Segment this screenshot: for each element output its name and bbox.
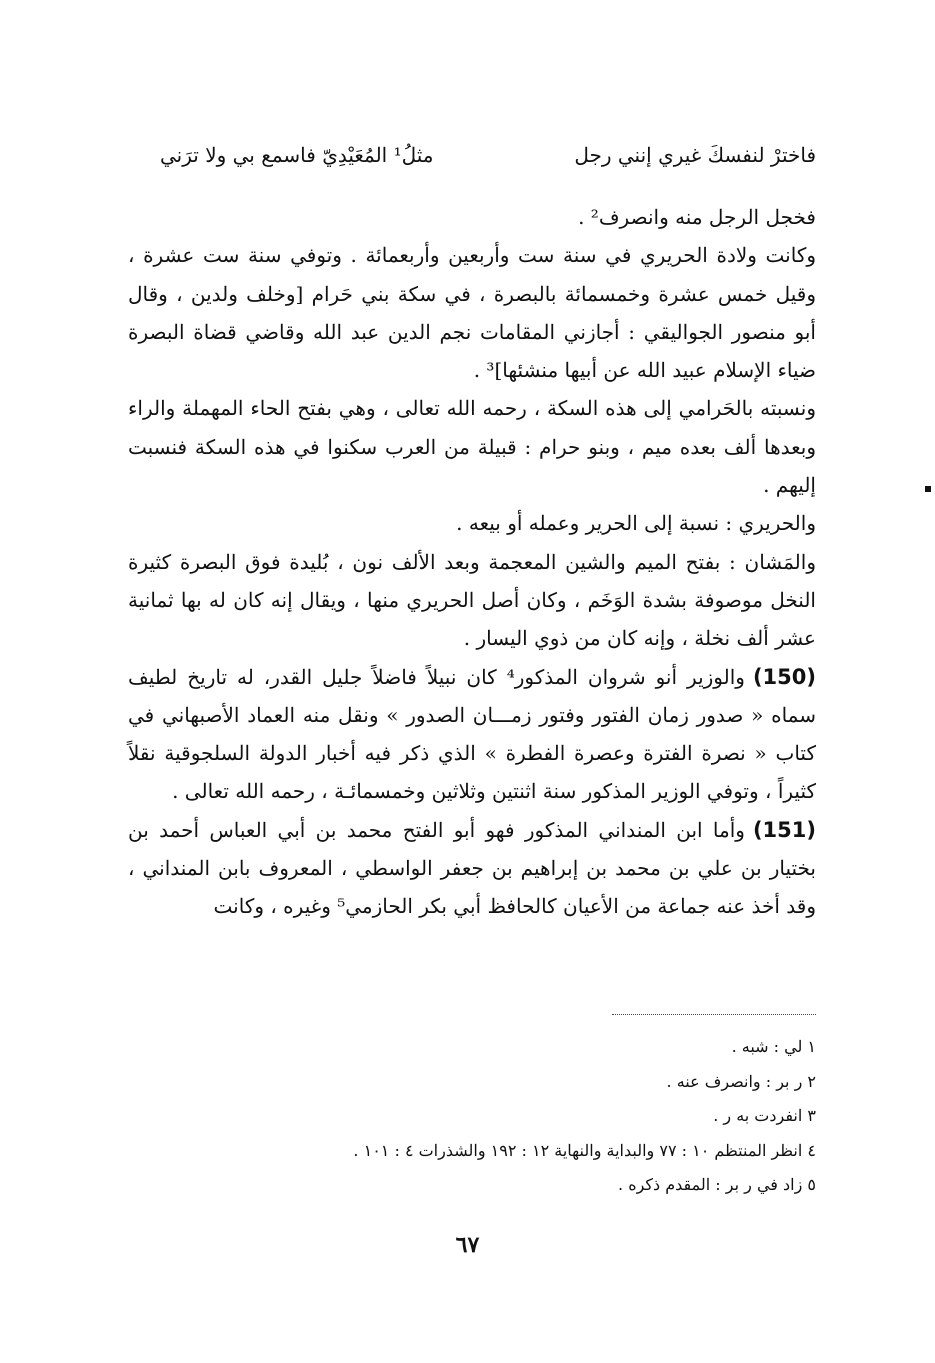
footnotes (128, 1030, 816, 1203)
paragraph (128, 543, 816, 658)
paragraph-text: فخجل الرجل منه وانصرف² . (578, 205, 816, 229)
paragraph (128, 198, 816, 236)
paragraph (128, 236, 816, 389)
footnote: ٥ زاد في ر بر : المقدم ذكره . (618, 1175, 816, 1194)
paragraph (128, 658, 816, 811)
footnote-divider (612, 1014, 816, 1015)
paragraph-text: والحريري : نسبة إلى الحرير وعمله أو بيعه . (456, 511, 816, 536)
paragraph (128, 504, 816, 542)
paragraph-text: ونسبته بالحَرامي إلى هذه السكة ، رحمه الله تعالى ، وهي بفتح الحاء المهملة والراء وبعدها ألف بعده ميم ، وبنو حرام : قبيلة من العرب سكنوا في هذه السكة فنسبت إليهم . (128, 396, 816, 498)
poem-verse (160, 136, 816, 174)
margin-mark (925, 486, 931, 492)
paragraph (128, 811, 816, 926)
paragraph (128, 389, 816, 504)
entry-number: (150) (752, 664, 816, 689)
paragraph-text: والوزير أنو شروان المذكور⁴ كان نبيلاً فاضلاً جليل القدر، له تاريخ لطيف سماه « صدور زمان الفتور وفتور زمـــان الصدور » ونقل منه العماد الأصبهاني في كتاب « نصرة الفترة وعصرة الفطرة » الذي ذكر فيه أخبار الدولة السلجوقية نقلاً كثيراً ، وتوفي الوزير المذكور سنة اثنتين وثلاثين وخمسمائـة ، رحمه الله تعالى . (128, 664, 816, 804)
footnote: ١ لي : شبه . (731, 1037, 816, 1056)
footnote: ٤ انظر المنتظم ١٠ : ٧٧ والبداية والنهاية ١٢ : ١٩٢ والشذرات ٤ : ١٠١ . (353, 1140, 816, 1160)
footnote: ٢ ر بر : وانصرف عنه . (666, 1071, 816, 1091)
entry-number: (151) (752, 817, 816, 842)
paragraph-text: وأما ابن المنداني المذكور فهو أبو الفتح محمد بن أبي العباس أحمد بن بختيار بن علي بن محمد بن إبراهيم بن جعفر الواسطي ، المعروف بابن المنداني ، وقد أخذ عنه جماعة من الأعيان كالحافظ أبي بكر الحازمي⁵ وغيره ، وكانت (128, 817, 816, 919)
main-text (128, 198, 816, 926)
verse-first-hemistich: فاخترْ لنفسكَ غيري إنني رجل (574, 143, 816, 167)
footnote: ٣ انفردت به ر . (713, 1106, 816, 1125)
page-number: ٦٧ (455, 1232, 480, 1258)
verse-second-hemistich: مثلُ¹ المُعَيْدِيّ فاسمع بي ولا ترَني (160, 143, 434, 167)
paragraph-text: والمَشان : بفتح الميم والشين المعجمة وبعد الألف نون ، بُليدة فوق البصرة كثيرة النخل موصوفة بشدة الوَخَم ، وكان أصل الحريري منها ، ويقال إنه كان له بها ثمانية عشر ألف نخلة ، وإنه كان من ذوي اليسار . (128, 549, 816, 651)
paragraph-text: وكانت ولادة الحريري في سنة ست وأربعين وأربعمائة . وتوفي سنة ست عشرة ، وقيل خمس عشرة وخمسمائة بالبصرة ، في سكة بني حَرام [وخلف ولدين ، وقال أبو منصور الجواليقي : أجازني المقامات نجم الدين عبد الله وقاضي قضاة البصرة ضياء الإسلام عبيد الله عن أبيها منشئها]³ . (128, 243, 816, 383)
